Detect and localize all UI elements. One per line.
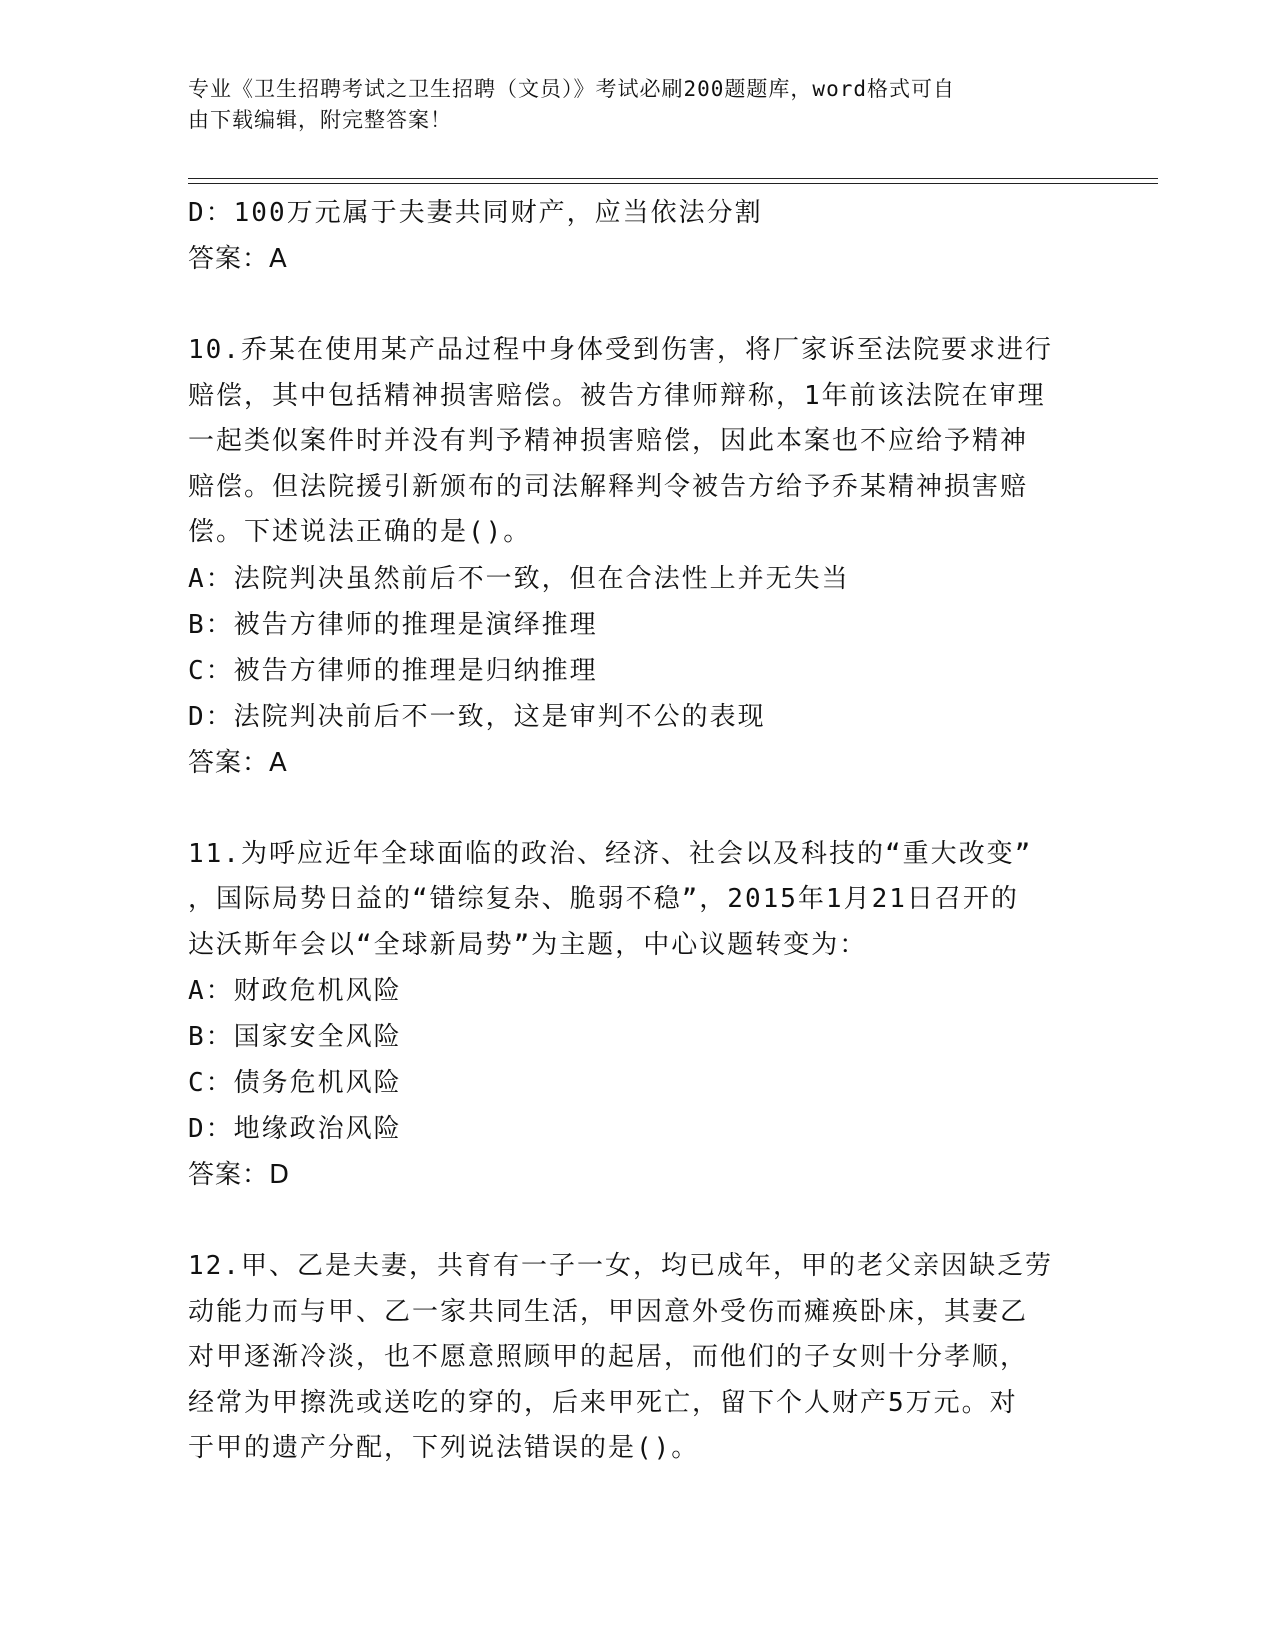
question-stem bbox=[188, 1244, 1088, 1472]
stem-line: 偿。下述说法正确的是()。 bbox=[188, 517, 532, 547]
question-11 bbox=[188, 832, 1088, 1199]
stem-line: 对甲逐渐冷淡，也不愿意照顾甲的起居，而他们的子女则十分孝顺， bbox=[188, 1342, 1029, 1372]
header-line-2: 由下载编辑，附完整答案！ bbox=[188, 108, 452, 132]
stem-line: 10.乔某在使用某产品过程中身体受到伤害，将厂家诉至法院要求进行 bbox=[188, 335, 1053, 365]
stem-line: 赔偿。但法院援引新颁布的司法解释判令被告方给予乔某精神损害赔 bbox=[188, 471, 1029, 502]
answer-line: 答案：A bbox=[188, 747, 288, 778]
option-b: B：被告方律师的推理是演绎推理 bbox=[188, 609, 598, 640]
option-d: D：法院判决前后不一致，这是审判不公的表现 bbox=[188, 701, 766, 732]
stem-line: 动能力而与甲、乙一家共同生活，甲因意外受伤而瘫痪卧床，其妻乙 bbox=[188, 1296, 1029, 1327]
stem-line: 达沃斯年会以“全球新局势”为主题，中心议题转变为： bbox=[188, 929, 868, 960]
answer-line: 答案：A bbox=[188, 244, 288, 274]
header-divider-bottom bbox=[188, 183, 1158, 184]
header-divider-top bbox=[188, 178, 1158, 179]
option-b: B：国家安全风险 bbox=[188, 1022, 402, 1052]
option-c: C：被告方律师的推理是归纳推理 bbox=[188, 655, 598, 686]
option-a: A：财政危机风险 bbox=[188, 976, 402, 1006]
stem-line: ，国际局势日益的“错综复杂、脆弱不稳”，2015年1月21日召开的 bbox=[188, 884, 1019, 914]
option-d: D：地缘政治风险 bbox=[188, 1114, 402, 1144]
answer-line: 答案：D bbox=[188, 1160, 291, 1190]
question-stem bbox=[188, 832, 1088, 969]
document-body bbox=[188, 190, 1088, 1472]
stem-line: 赔偿，其中包括精神损害赔偿。被告方律师辩称，1年前该法院在审理 bbox=[188, 380, 1046, 411]
stem-line: 经常为甲擦洗或送吃的穿的，后来甲死亡，留下个人财产5万元。对 bbox=[188, 1387, 1018, 1418]
option-d: D：100万元属于夫妻共同财产，应当依法分割 bbox=[188, 198, 763, 228]
question-10 bbox=[188, 328, 1088, 786]
stem-line: 11.为呼应近年全球面临的政治、经济、社会以及科技的“重大改变” bbox=[188, 838, 1033, 869]
stem-line: 于甲的遗产分配，下列说法错误的是()。 bbox=[188, 1433, 700, 1463]
question-stem bbox=[188, 328, 1088, 556]
option-a: A：法院判决虽然前后不一致，但在合法性上并无失当 bbox=[188, 563, 850, 594]
stem-line: 12.甲、乙是夫妻，共育有一子一女，均已成年，甲的老父亲因缺乏劳 bbox=[188, 1251, 1053, 1281]
header-line-1: 专业《卫生招聘考试之卫生招聘（文员）》考试必刷200题题库，word格式可自 bbox=[188, 77, 955, 101]
option-c: C：债务危机风险 bbox=[188, 1068, 402, 1098]
stem-line: 一起类似案件时并没有判予精神损害赔偿，因此本案也不应给予精神 bbox=[188, 426, 1029, 456]
previous-question-tail bbox=[188, 190, 1088, 282]
document-header bbox=[188, 74, 1088, 136]
question-12 bbox=[188, 1244, 1088, 1472]
